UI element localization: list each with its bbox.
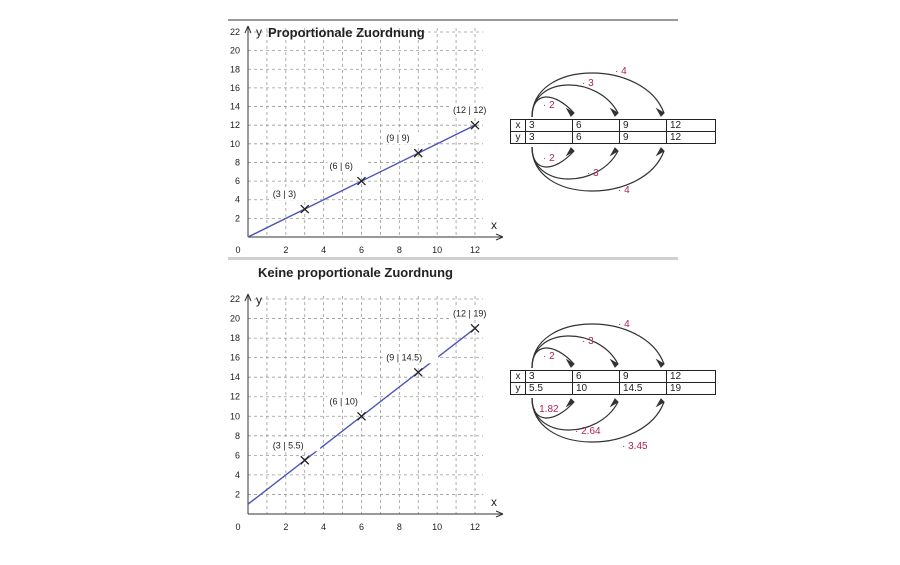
table-row-y: [511, 132, 716, 144]
x-tick-label: 10: [432, 522, 443, 532]
factor-label: · 4: [615, 66, 627, 77]
y-tick-label: 16: [229, 352, 240, 363]
x-tick-label: 2: [283, 245, 289, 255]
data-label: (9 | 9): [386, 133, 410, 144]
x-tick-label: 10: [432, 245, 443, 255]
y-tick-label: 4: [234, 469, 240, 480]
y-tick-label: 14: [229, 101, 240, 112]
x-tick-label: 4: [321, 522, 327, 532]
y-tick-label: 6: [234, 176, 240, 187]
factor-label: · 4: [618, 319, 630, 330]
table-cell: 19: [667, 383, 716, 395]
y-axis-label: y: [256, 293, 262, 307]
data-label: (3 | 3): [272, 189, 297, 200]
section-divider: [228, 257, 678, 260]
factor-label: · 2.64: [575, 426, 601, 437]
value-table-non-proportional: [510, 370, 716, 395]
y-tick-label: 20: [229, 313, 240, 324]
table-label-x: x: [511, 120, 526, 132]
x-tick-label: 8: [396, 522, 402, 532]
y-tick-label: 14: [229, 372, 240, 383]
table-row-x: [511, 120, 716, 132]
y-tick-label: 22: [229, 294, 240, 304]
table-label-y: y: [511, 132, 526, 144]
y-tick-label: 16: [229, 82, 240, 93]
factor-label: · 4: [618, 185, 630, 196]
x-tick-label: 0: [235, 522, 241, 532]
table-cell: 3: [526, 120, 573, 132]
data-label: (12 | 19): [453, 308, 487, 319]
x-tick-label: 4: [321, 245, 327, 255]
y-tick-label: 10: [229, 138, 240, 149]
table-cell: 5.5: [526, 383, 573, 395]
factor-label: · 2: [543, 351, 555, 362]
data-point: [471, 324, 479, 332]
data-point: [301, 205, 309, 213]
y-tick-label: 8: [234, 430, 240, 441]
data-point: [301, 456, 309, 464]
data-label: (12 | 12): [453, 105, 487, 116]
y-tick-label: 12: [229, 391, 240, 402]
y-tick-label: 12: [229, 120, 240, 131]
table-cell: 9: [620, 132, 667, 144]
y-tick-label: 18: [229, 64, 240, 75]
value-table-proportional: [510, 119, 716, 144]
table-cell: 6: [573, 371, 620, 383]
y-tick-label: 2: [234, 213, 240, 224]
factor-label: · 1.82: [533, 404, 559, 415]
x-tick-label: 0: [235, 245, 241, 255]
x-tick-label: 8: [396, 245, 402, 255]
x-tick-label: 12: [469, 245, 481, 255]
table-cell: 3: [526, 132, 573, 144]
y-tick-label: 20: [229, 45, 240, 56]
data-label: (6 | 6): [329, 161, 353, 172]
y-tick-label: 18: [229, 333, 240, 344]
factor-label: · 3: [587, 168, 599, 179]
table-cell: 12: [667, 132, 716, 144]
data-label: (6 | 10): [329, 396, 358, 407]
table-label-x: x: [511, 371, 526, 383]
table-cell: 6: [573, 120, 620, 132]
table-label-y: y: [511, 383, 526, 395]
table-cell: 9: [620, 120, 667, 132]
table-cell: 10: [573, 383, 620, 395]
y-tick-label: 8: [234, 157, 240, 168]
factor-label: · 2: [543, 100, 555, 111]
table-row-x: [511, 371, 716, 383]
table-row-y: [511, 383, 716, 395]
table-cell: 6: [573, 132, 620, 144]
data-label: (9 | 14.5): [386, 352, 423, 363]
y-tick-label: 6: [234, 450, 240, 461]
y-axis-label: y: [256, 25, 262, 39]
x-tick-label: 2: [283, 522, 289, 532]
chart-title: Keine proportionale Zuordnung: [258, 265, 453, 280]
table-cell: 14.5: [620, 383, 667, 395]
factor-label: · 3: [582, 78, 594, 89]
table-cell: 9: [620, 371, 667, 383]
x-tick-label: 6: [358, 522, 365, 532]
x-tick-label: 12: [469, 522, 481, 532]
factor-label: · 3: [582, 336, 594, 347]
factor-label: · 2: [543, 153, 555, 164]
chart-title: Proportionale Zuordnung: [268, 25, 425, 40]
data-label: (3 | 5.5): [272, 440, 304, 451]
table-cell: 12: [667, 120, 716, 132]
x-axis-label: x: [491, 495, 497, 509]
y-tick-label: 10: [229, 411, 240, 422]
y-tick-label: 2: [234, 489, 240, 500]
x-axis-label: x: [491, 218, 497, 232]
y-tick-label: 4: [234, 194, 240, 205]
factor-label: · 3.45: [622, 441, 648, 452]
x-tick-label: 6: [358, 245, 365, 255]
table-cell: 3: [526, 371, 573, 383]
y-tick-label: 22: [229, 27, 240, 37]
table-cell: 12: [667, 371, 716, 383]
